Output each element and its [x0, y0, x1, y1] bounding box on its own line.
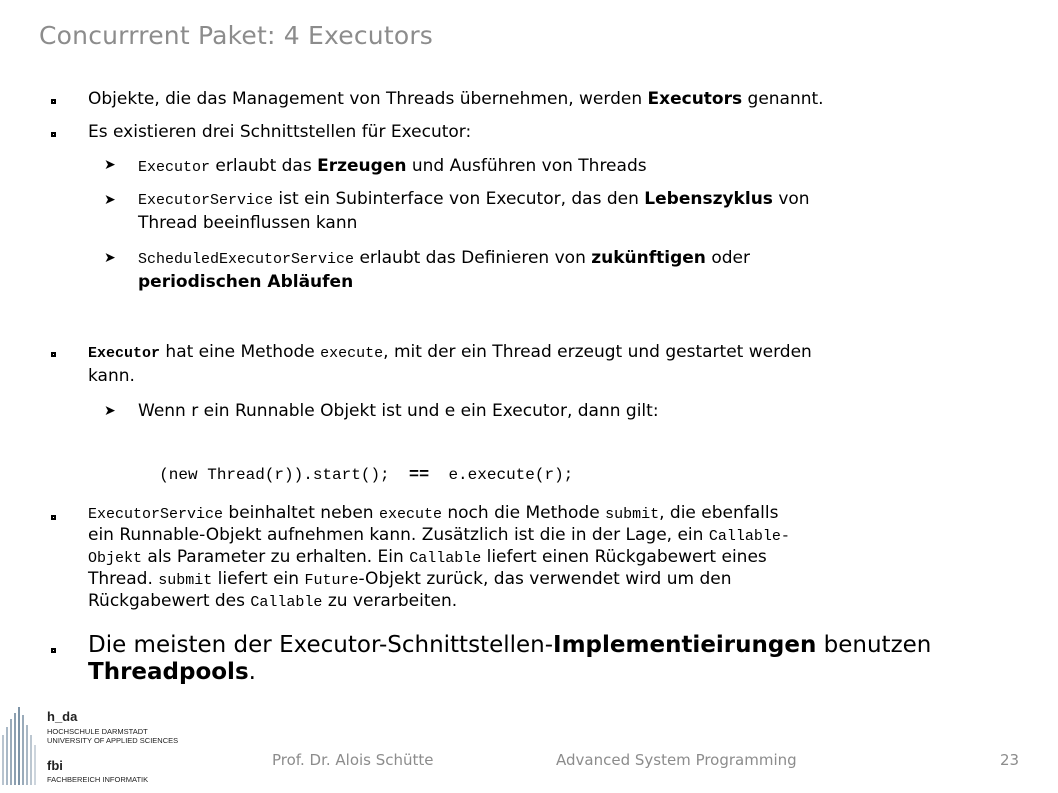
sub-bullet-scheduled-executor-service: ScheduledExecutorService erlaubt das Definieren von zukünftigen oder periodischen Abläufen	[138, 248, 750, 292]
code-equivalence: (new Thread(r)).start(); == e.execute(r);	[159, 466, 574, 485]
arrow-bullet-icon: ➤	[104, 250, 116, 266]
bullet-threadpools: Die meisten der Executor-Schnittstellen-Implementieirungen benutzen Threadpools.	[88, 632, 932, 685]
sub-bullet-executor: Executor erlaubt das Erzeugen und Ausführen von Threads	[138, 156, 647, 176]
footer-author: Prof. Dr. Alois Schütte	[272, 751, 434, 769]
sub-bullet-runnable: Wenn r ein Runnable Objekt ist und e ein Executor, dann gilt:	[138, 401, 659, 421]
arrow-bullet-icon: ➤	[104, 192, 116, 208]
logo-university: UNIVERSITY OF APPLIED SCIENCES	[47, 736, 179, 745]
bullet-executor-execute: Executor hat eine Methode execute, mit der ein Thread erzeugt und gestartet werden kann.	[88, 342, 812, 386]
hda-logo	[47, 710, 178, 784]
logo-hda: h_da	[47, 709, 78, 724]
hda-logo-bars-icon	[0, 705, 42, 787]
sub-bullet-executor-service: ExecutorService ist ein Subinterface von Executor, das den Lebenszyklus von Thread beeinflussen kann	[138, 189, 810, 233]
bullet-three-interfaces: Es existieren drei Schnittstellen für Executor:	[88, 122, 472, 142]
logo-hochschule: HOCHSCHULE DARMSTADT	[47, 727, 148, 736]
bullet-executor-service-submit: ExecutorService beinhaltet neben execute noch die Methode submit, die ebenfalls ein Runnable-Objekt aufnehmen kann. Zusätzlich ist die in der Lage, ein Callable- Objekt als Parameter zu erhalten. Ein Callable liefert einen Rückgabewert eines Thread. submit liefert ein Future-Objekt zurück, das verwendet wird um den Rückgabewert des Callable zu verarbeiten.	[88, 503, 790, 611]
slide-title: Concurrrent Paket: 4 Executors	[39, 21, 434, 50]
bullet-square-icon	[51, 352, 56, 357]
arrow-bullet-icon: ➤	[104, 157, 116, 173]
bullet-square-icon	[51, 648, 56, 653]
logo-fachbereich: FACHBEREICH INFORMATIK	[47, 775, 149, 784]
bullet-square-icon	[51, 132, 56, 137]
bullet-square-icon	[51, 99, 56, 104]
footer-course: Advanced System Programming	[556, 751, 797, 769]
arrow-bullet-icon: ➤	[104, 403, 116, 419]
footer-page-number: 23	[1000, 751, 1020, 769]
logo-fbi: fbi	[47, 758, 63, 773]
bullet-executors-definition: Objekte, die das Management von Threads übernehmen, werden Executors genannt.	[88, 89, 824, 109]
bullet-square-icon	[51, 515, 56, 520]
